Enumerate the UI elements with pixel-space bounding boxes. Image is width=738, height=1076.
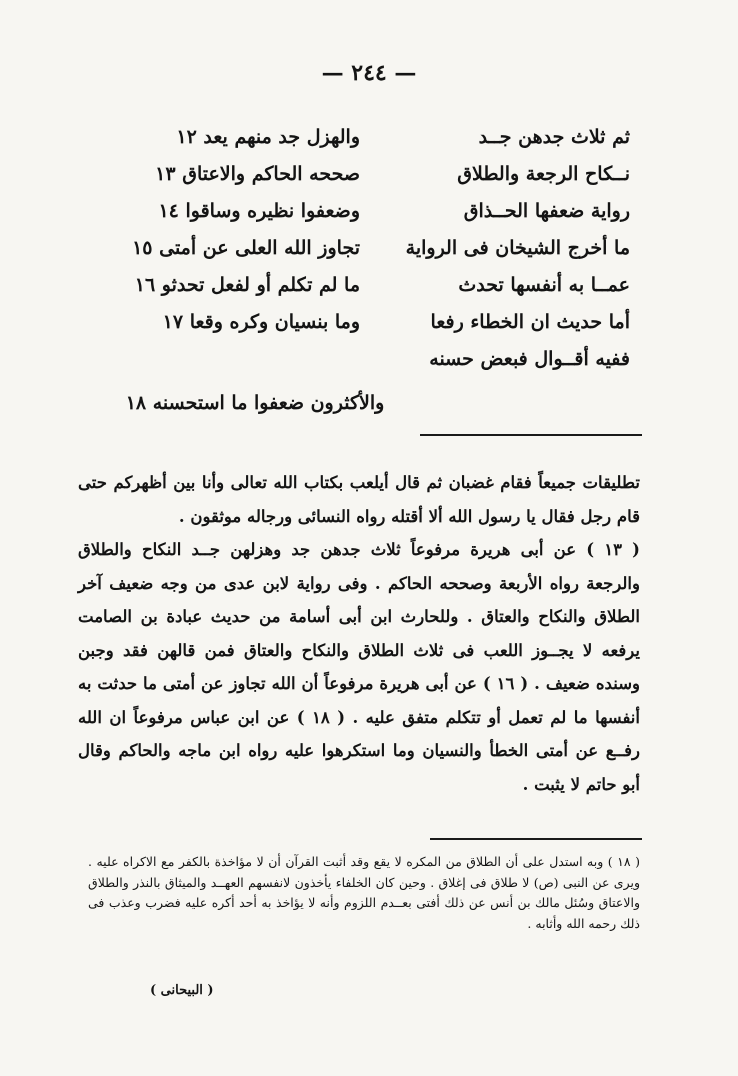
verse-second-hemistich: تجاوز الله العلى عن أمتى ١٥ bbox=[132, 236, 360, 259]
verse-first-hemistich: ثم ثلاث جدهن جــد bbox=[478, 125, 630, 148]
verse-row bbox=[110, 340, 630, 377]
verse-first-hemistich: نــكاح الرجعة والطلاق bbox=[457, 162, 630, 185]
page-number: — ٢٤٤ — bbox=[321, 60, 417, 86]
author-signature: ( البيحانى ) bbox=[150, 983, 214, 998]
commentary bbox=[78, 466, 640, 801]
footnote-text: ( ١٨ ) وبه استدل على أن الطلاق من المكره لا يقع وقد أثبت القرآن أن لا مؤاخذة بالكفر مع الاكراه عليه . ويرى عن النبى (ص) لا طلاق فى إغلاق . وحين كان الخلفاء يأخذون لانفسهم العهــد والميثاق بالنذر والطلاق والاعتاق وسُئل مالك بن أنس عن ذلك أفتى بعــدم اللزوم وأنه لا يؤاخذ به أحد أكره عليه فضرب وعذب فى ذلك رحمه الله وأثابه . bbox=[88, 854, 640, 931]
verse-row bbox=[110, 155, 630, 192]
footnote bbox=[88, 852, 640, 934]
verse-second-hemistich: صححه الحاكم والاعتاق ١٣ bbox=[155, 162, 360, 185]
verse-first-hemistich: ما أخرج الشيخان فى الرواية bbox=[405, 236, 630, 259]
poem bbox=[110, 118, 630, 377]
verse-row bbox=[110, 229, 630, 266]
verse-second-hemistich: ما لم تكلم أو لفعل تحدثو ١٦ bbox=[134, 273, 360, 296]
verse-first-hemistich: رواية ضعفها الحــذاق bbox=[463, 199, 630, 222]
verse-second-hemistich: والهزل جد منهم يعد ١٢ bbox=[176, 125, 360, 148]
verse-second-hemistich: وما بنسيان وكره وقعا ١٧ bbox=[162, 310, 360, 333]
verse-row bbox=[110, 192, 630, 229]
verse-first-hemistich: ففيه أقــوال فبعض حسنه bbox=[429, 347, 630, 370]
verse-second-hemistich: وضعفوا نظيره وساقوا ١٤ bbox=[158, 199, 360, 222]
verse-row bbox=[110, 118, 630, 155]
poem-closing-line: والأكثرون ضعفوا ما استحسنه ١٨ bbox=[125, 392, 385, 414]
verse-row bbox=[110, 266, 630, 303]
commentary-paragraph: تطليقات جميعاً فقام غضبان ثم قال أيلعب بكتاب الله تعالى وأنا بين أظهركم حتى قام رجل فقال يا رسول الله ألا أقتله رواه النسائى ورجاله موثقون . bbox=[78, 473, 640, 526]
footnote-divider bbox=[430, 838, 642, 840]
verse-row bbox=[110, 303, 630, 340]
verse-first-hemistich: أما حديث ان الخطاء رفعا bbox=[430, 310, 630, 333]
section-divider bbox=[420, 434, 642, 436]
verse-first-hemistich: عمــا به أنفسها تحدث bbox=[458, 273, 630, 296]
commentary-paragraph: ( ١٣ ) عن أبى هريرة مرفوعاً ثلاث جدهن جد وهزلهن جــد النكاح والطلاق والرجعة رواه الأربعة وصححه الحاكم . وفى رواية لابن عدى من وجه ضعيف آخر الطلاق والنكاح والعتاق . وللحارث ابن أبى أسامة من حديث عبادة بن الصامت يرفعه لا يجــوز اللعب فى ثلاث الطلاق والنكاح والعتاق فمن قالهن فقد وجبن وسنده ضعيف . ( ١٦ ) عن أبى هريرة مرفوعاً أن الله تجاوز عن أمتى ما حدثت به أنفسها ما لم تعمل أو تتكلم متفق عليه . ( ١٨ ) عن ابن عباس مرفوعاً ان الله رفــع عن أمتى الخطأ والنسيان وما استكرهوا عليه رواه ابن ماجه والحاكم وقال أبو حاتم لا يثبت . bbox=[78, 540, 640, 794]
